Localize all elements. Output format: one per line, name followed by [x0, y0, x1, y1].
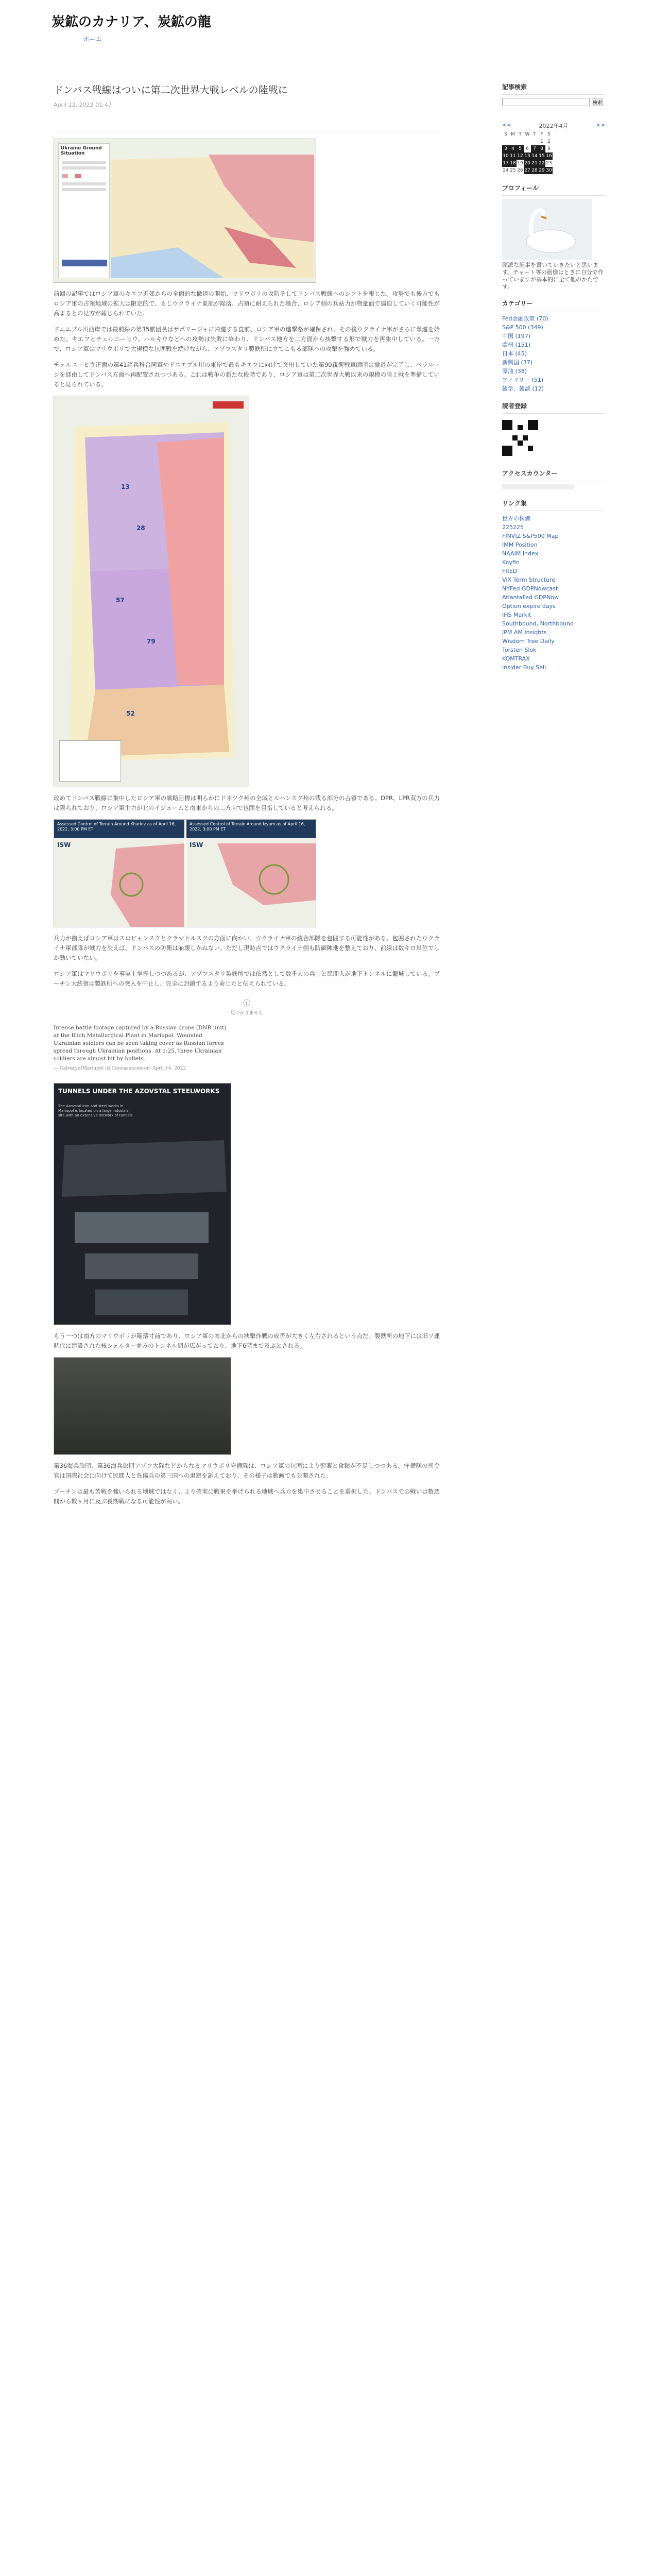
- calendar-day-link[interactable]: 4: [509, 145, 517, 152]
- search-form: [502, 98, 605, 106]
- paragraph: チェルニーヒウ正面の第41諸兵科合同軍やドニエプル川の東岸で最もキエフに向けて突出していた第90親衛戦車師団は撤退が完了し、ベラルーシを経由してドンバス方面へ再配置されつつある。これは戦争の新たな段階であり、ロシア軍は第二次世界大戦以来の規模の陸上戦を準備していると見られている。: [54, 361, 440, 388]
- calendar-day: [509, 138, 517, 145]
- calendar-row: [502, 138, 553, 145]
- map2-label: 52: [126, 710, 135, 717]
- isw-logo-right: ISW: [190, 841, 203, 849]
- access-counter: [502, 484, 574, 489]
- tweet-source[interactable]: — CalvaryofMariupol (@Caucasuscenter) April 16, 2022: [54, 1066, 186, 1071]
- video-caption: 見つかりません: [230, 1011, 263, 1016]
- search-input[interactable]: [502, 98, 590, 106]
- isw-right-graphic: [186, 838, 316, 927]
- legend-line: [62, 161, 106, 164]
- external-link[interactable]: FRED: [502, 568, 518, 574]
- weekday: T: [519, 132, 522, 137]
- category-list: [502, 314, 605, 393]
- isw-right-heading: Assessed Control of Terrain Around Izyum as of April 16, 2022, 3:00 PM ET: [186, 820, 316, 838]
- calendar-row: [502, 152, 553, 160]
- info-icon: ⓘ: [243, 999, 250, 1008]
- calendar-day: 1: [540, 139, 543, 144]
- calendar-prev-link[interactable]: <<: [502, 122, 512, 128]
- external-link[interactable]: Southbound, Northbound: [502, 620, 574, 627]
- external-link[interactable]: 世界の株価: [502, 515, 530, 522]
- map1-legend: [58, 143, 110, 278]
- embedded-tweet[interactable]: [54, 1024, 229, 1073]
- calendar-day-link[interactable]: 21: [531, 161, 538, 166]
- legend-line: [62, 182, 106, 185]
- swan-graphic: [502, 199, 592, 260]
- calendar-day-link[interactable]: 12: [517, 154, 523, 159]
- tweet-text: Intense battle footage captured by a Russian drone (DNR unit) at the Illich Metallurgical Plant in Mariupol. Wounded Ukrainian soldiers can be seen taking cover as Russian forces spread through Ukrainian positions. At 1:25, three Ukrainian soldiers are almost hit by bullets…: [54, 1025, 227, 1062]
- site-header: [51, 11, 443, 43]
- paragraph: ドニエプル川西岸では最前線の第35旅団長はザポリージャに帰還する直前、ロシア軍の進撃路が確保され、その後ウクライナ軍がさらに奪還を始めた。キエフとチェルニーヒウ、ハルキウなどへの攻勢は失敗に終わり、ドンバス地方を二方面から挟撃する形で戦力を再集中している。一方で、ロシア軍はマリウポリで大規模な包囲戦を続けながら、アゾフスタリ製鉄所に立てこもる部隊への攻撃を強めている。: [54, 326, 440, 352]
- paragraph: もう一つは南方のマリウポリが陥落寸前であり、ロシア軍の南北からの挟撃作戦の成否が大きく左右されるという点だ。製鉄所の地下には旧ソ連時代に建設された核シェルター並みのトンネル網が広がっており、地下6階まで及ぶとされる。: [54, 1332, 440, 1349]
- divider: [502, 195, 605, 196]
- calendar-day: 2: [547, 139, 551, 144]
- calendar-day: 19: [517, 161, 523, 166]
- calendar-day-link[interactable]: 5: [517, 145, 524, 152]
- external-link[interactable]: VIX Term Structure: [502, 577, 556, 583]
- calendar-nav: [502, 122, 605, 130]
- external-link[interactable]: Wisdom Tree Daily: [502, 638, 555, 645]
- calendar-day-link[interactable]: 8: [538, 145, 545, 152]
- calendar-day: 26: [517, 168, 523, 173]
- weekday: T: [533, 132, 536, 137]
- calendar-day-link[interactable]: 28: [531, 168, 538, 173]
- calendar-day-link[interactable]: 16: [546, 154, 552, 159]
- legend-line: [62, 188, 106, 191]
- weekday: W: [525, 132, 530, 137]
- tunnel-title: TUNNELS UNDER THE AZOVSTAL STEELWORKS: [58, 1088, 220, 1095]
- links-title: リンク集: [502, 500, 527, 507]
- external-link[interactable]: Koyfin: [502, 559, 520, 566]
- calendar-day: 24: [503, 168, 509, 173]
- ukraine-situation-map[interactable]: [54, 139, 316, 283]
- tunnel-graphic: [54, 1083, 231, 1325]
- calendar-day-link[interactable]: 20: [524, 161, 530, 166]
- external-link[interactable]: 225225: [502, 524, 524, 531]
- map2-label: 57: [116, 597, 125, 604]
- paragraph: ロシア軍はマリウポリを事実上掌握しつつあるが、アゾフスタリ製鉄所では依然として数千人の兵士と民間人が地下トンネルに籠城している。プーチン大統領は製鉄所への突入を中止し、完全に封鎖するよう命じたと伝えられている。: [54, 970, 440, 987]
- map2-label: 13: [121, 483, 130, 490]
- calendar-day: [517, 138, 524, 145]
- calendar-day-link[interactable]: 3: [502, 145, 509, 152]
- category-link[interactable]: Fed金融政策 (70): [502, 315, 548, 322]
- calendar-day-link[interactable]: 7: [531, 145, 538, 152]
- profile-swan-image: [502, 199, 592, 260]
- calendar-month: 2022年4月: [539, 123, 569, 129]
- link-list: [502, 514, 605, 672]
- legend-footer: [62, 260, 107, 266]
- calendar-header: [502, 131, 553, 138]
- map2-flag: [213, 401, 244, 409]
- category-link[interactable]: 日本 (45): [502, 350, 527, 357]
- search-button[interactable]: 検索: [592, 98, 603, 106]
- weekday: S: [504, 132, 507, 137]
- category-link[interactable]: アノマリー (51): [502, 377, 544, 383]
- external-link[interactable]: Option expire days: [502, 603, 556, 609]
- isw-left-heading: Assessed Control of Terrain Around Kharkiv as of April 16, 2022, 3:00 PM ET: [54, 820, 184, 838]
- isw-map-right: [186, 820, 316, 927]
- calendar-day: 23: [546, 161, 552, 166]
- profile-text: 硬派な記事を書いていきたいと思います。チャート等の画像はときに自分で作っていますが基本的に全て他のかたです。: [502, 262, 604, 290]
- paragraph: 前回の記事ではロシア軍のキエフ近郊からの全面的な撤退の開始、マリウポリの攻防そしてドンバス戦線へのシフトを報じた。攻勢でも後方でもロシア軍の占領地域の拡大は限定的で、もしウクライナ東部が陥落、占領に耐えられた場合、ロシア側の兵站力が物量面で逼迫していく可能性が高まるとの見方が報じられていた。: [54, 290, 440, 317]
- calendar-day-link[interactable]: 29: [539, 168, 545, 173]
- calendar-day-link[interactable]: 30: [546, 168, 552, 173]
- calendar-day-link[interactable]: 22: [539, 161, 545, 166]
- category-link[interactable]: 欧州 (151): [502, 342, 531, 348]
- calendar-day: [531, 138, 538, 145]
- divider: [502, 94, 605, 95]
- category-title: カテゴリー: [502, 300, 533, 307]
- external-link[interactable]: NAAIM Index: [502, 550, 539, 557]
- search-title: 記事検索: [502, 83, 527, 91]
- map2-label: 28: [136, 524, 145, 532]
- isw-maps[interactable]: [54, 819, 316, 927]
- tunnel-level-2: [85, 1253, 198, 1279]
- external-link[interactable]: JPM AM Insights: [502, 629, 547, 636]
- map2-label: 79: [147, 638, 156, 645]
- isw-left-graphic: [54, 838, 184, 927]
- tunnel-surface: [62, 1140, 227, 1197]
- legend-swatch-russia: [62, 174, 68, 178]
- soldier-photo: [54, 1357, 231, 1455]
- legend-swatch-occupied: [75, 174, 81, 178]
- site-title[interactable]: 炭鉱のカナリア、炭鉱の龍: [51, 14, 211, 30]
- isw-logo-left: ISW: [57, 841, 71, 849]
- calendar-day: [524, 138, 531, 145]
- azovstal-tunnel-infographic[interactable]: [54, 1083, 231, 1325]
- isw-right-russian: [217, 843, 316, 905]
- paragraph: 兵力が揃えばロシア軍はスロビャンスクとクラマトルスクの方面に向かい、ウクライナ軍の統合部隊を包囲する可能性がある。包囲されたウクライナ軍部隊が戦力を失えば、ドンバスの防衛は崩壊しかねない。ただし現時点ではウクライナ側も防御陣地を整えており、前線は数キロ単位でしか動いていない。: [54, 935, 440, 961]
- paragraph: 改めてドンバス戦線に集中したロシア軍の戦略目標は明らかにドネツク州の全域とルハンスク州の残る部分の占領である。DPR、LPR双方の兵力は限られており、ロシア軍主力が北のイジュームと南東からの二方向で包囲を目指していると考えられる。: [54, 794, 440, 811]
- qr-code-icon[interactable]: [502, 420, 538, 456]
- calendar-day: 25: [510, 168, 516, 173]
- nav-home-link[interactable]: ホーム: [83, 36, 102, 43]
- sidebar: [502, 82, 605, 680]
- calendar-row: [502, 167, 553, 174]
- map2-graphic: [54, 396, 249, 787]
- legend-line: [62, 166, 106, 170]
- profile-title: プロフィール: [502, 184, 539, 192]
- category-link[interactable]: 雑学、雑談 (12): [502, 385, 544, 392]
- post-date: April 22, 2022 01:47: [54, 101, 112, 108]
- weekday: M: [511, 132, 515, 137]
- external-link[interactable]: IHS Markit: [502, 612, 531, 618]
- calendar-day-link[interactable]: 17: [503, 161, 509, 166]
- calendar-row: [502, 160, 553, 167]
- external-link[interactable]: Torsten Slok: [502, 647, 537, 653]
- divider: [502, 413, 605, 414]
- weekday: F: [540, 132, 543, 137]
- calendar-day: 6: [526, 146, 529, 151]
- calendar-day-link[interactable]: 27: [524, 168, 530, 173]
- external-link[interactable]: Insider Buy Sell: [502, 664, 546, 671]
- external-link[interactable]: IMM Position: [502, 541, 538, 548]
- main-article: [54, 82, 440, 1513]
- category-link[interactable]: 中国 (197): [502, 333, 531, 340]
- calendar-day-link[interactable]: 10: [503, 154, 509, 159]
- tunnel-subtitle: The Azovstal iron and steel works in Mariupol is located on a large industrial site with an extensive network of tunnels.: [58, 1104, 134, 1117]
- calendar-next-link[interactable]: >>: [595, 122, 605, 128]
- isw-map-left: [54, 820, 184, 927]
- paragraph: プーチンは最も苦戦を強いられる地域ではなく、より確実に戦果を挙げられる地域へ兵力を集中させることを選択した。ドンバスでの戦いは数週間から数ヶ月に及ぶ長期戦になる可能性が高い。: [54, 1488, 440, 1505]
- external-link[interactable]: AtlantaFed GDPNow: [502, 594, 559, 601]
- calendar-day-link[interactable]: 18: [510, 161, 516, 166]
- post-title[interactable]: ドンバス戦線はついに第二次世界大戦レベルの陸戦に: [54, 84, 288, 96]
- map1-title: Ukraine Ground Situation: [61, 146, 102, 156]
- calendar-day-link[interactable]: 15: [539, 154, 545, 159]
- isw-left-russian: [111, 843, 184, 927]
- external-link[interactable]: FINVIZ S&P500 Map: [502, 533, 559, 539]
- category-link[interactable]: 原油 (38): [502, 368, 527, 375]
- site-nav: [83, 35, 443, 43]
- category-link[interactable]: 新興国 (37): [502, 359, 533, 366]
- calendar: [502, 131, 553, 174]
- calendar-day-link[interactable]: 14: [531, 154, 538, 159]
- external-link[interactable]: KOMTRAX: [502, 655, 530, 662]
- map2-key: [59, 740, 121, 782]
- tunnel-level-1: [75, 1212, 209, 1243]
- category-link[interactable]: S&P 500 (349): [502, 324, 543, 331]
- calendar-day-link[interactable]: 11: [510, 154, 516, 159]
- calendar-day-link[interactable]: 13: [524, 154, 530, 159]
- calendar-row: [502, 145, 553, 152]
- paragraph: 第36海兵旅団、第36海兵旅団アゾフ大隊などからなるマリウポリ守備隊は、ロシア軍の包囲により弾薬と食糧が不足しつつある。守備隊の司令官は国際社会に向けて民間人と負傷兵の第三国への退避を訴えており、その様子は動画でも公開された。: [54, 1462, 440, 1479]
- calendar-day: 9: [547, 146, 551, 151]
- external-link[interactable]: NYFed GDPNowcast: [502, 585, 558, 592]
- swan-beak: [541, 216, 546, 218]
- counter-title: アクセスカウンター: [502, 470, 558, 477]
- donbas-detail-map[interactable]: [54, 396, 249, 787]
- tunnel-level-3: [95, 1290, 188, 1315]
- reader-title: 読者登録: [502, 402, 527, 410]
- swan-body: [526, 230, 576, 252]
- weekday: S: [547, 132, 551, 137]
- calendar-day: [502, 138, 509, 145]
